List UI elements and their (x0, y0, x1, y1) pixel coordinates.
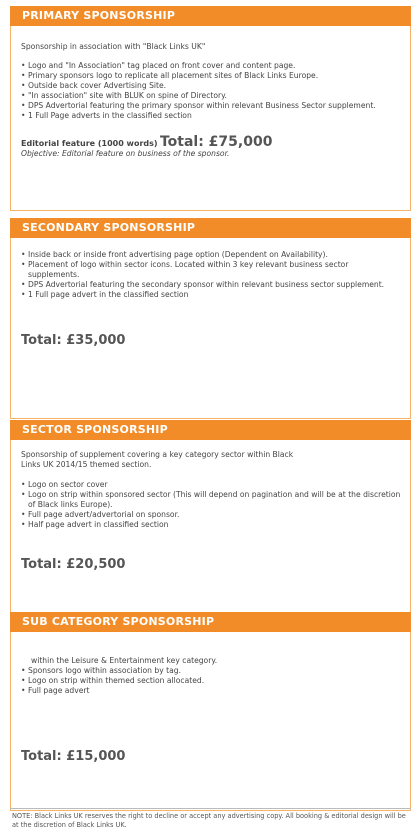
primary-total-row (21, 134, 402, 150)
sector-sponsorship-box (10, 440, 411, 621)
secondary-sponsorship-header: SECONDARY SPONSORSHIP (10, 218, 411, 238)
sector-bullet-list (21, 480, 402, 530)
list-item: • "In association" site with BLUK on spine of Directory. (21, 91, 402, 101)
secondary-sponsorship-box (10, 238, 411, 419)
list-item: • Full page advert/advertorial on sponsor. (21, 510, 402, 520)
footer-divider (10, 808, 411, 809)
list-item: • Full page advert (21, 686, 402, 696)
sector-intro: Sponsorship of supplement covering a key category sector within Black Links UK 2014/15 themed section. (21, 450, 294, 469)
secondary-total: Total: £35,000 (21, 333, 126, 348)
list-item: • Logo on strip within sponsored sector (This will depend on pagination and will be at the discretion of Black links Europe). (21, 490, 402, 510)
list-item: • DPS Advertorial featuring the secondary sponsor within relevant business sector supplement. (21, 280, 402, 290)
editorial-feature-label: Editorial feature (1000 words) (21, 139, 158, 148)
list-item: • Logo and "In Association" tag placed on front cover and content page. (21, 61, 402, 71)
list-item: • DPS Advertorial featuring the primary sponsor within relevant Business Sector supplement. (21, 101, 402, 111)
sector-sponsorship-header: SECTOR SPONSORSHIP (10, 420, 411, 440)
secondary-bullet-list (21, 250, 402, 300)
list-item: • 1 Full page advert in the classified section (21, 290, 402, 300)
primary-sponsorship-header: PRIMARY SPONSORSHIP (10, 6, 411, 26)
list-item: • Logo on sector cover (21, 480, 402, 490)
list-item: • Placement of logo within sector icons. Located within 3 key relevant business sector supplements. (21, 260, 402, 280)
list-item: • Half page advert in classified section (21, 520, 402, 530)
list-item: • Primary sponsors logo to replicate all placement sites of Black Links Europe. (21, 71, 402, 81)
primary-intro: Sponsorship in association with "Black Links UK" (21, 42, 206, 51)
secondary-sponsorship-section (10, 218, 411, 419)
primary-total: Total: £75,000 (159, 134, 273, 150)
subcategory-sponsorship-section (10, 612, 411, 811)
primary-sponsorship-section (10, 6, 411, 211)
sector-total: Total: £20,500 (21, 557, 126, 572)
sector-sponsorship-section (10, 420, 411, 621)
subcategory-total: Total: £15,000 (21, 749, 126, 764)
primary-bullet-list (21, 61, 402, 121)
list-item: • Outside back cover Advertising Site. (21, 81, 402, 91)
list-item: • Inside back or inside front advertising page option (Dependent on Availability). (21, 250, 402, 260)
subcategory-intro: within the Leisure & Entertainment key category. (31, 656, 218, 665)
list-item: • Sponsors logo within association by tag. (21, 666, 402, 676)
subcategory-bullet-list (21, 666, 402, 696)
primary-objective: Objective: Editorial feature on business of the sponsor. (21, 149, 230, 158)
subcategory-sponsorship-header: SUB CATEGORY SPONSORSHIP (10, 612, 411, 632)
footer-note: NOTE: Black Links UK reserves the right to decline or accept any advertising copy. All booking & editorial design will be at the discretion of Black Links UK. (12, 812, 406, 829)
primary-sponsorship-box (10, 26, 411, 211)
list-item: • 1 Full Page adverts in the classified section (21, 111, 402, 121)
subcategory-sponsorship-box (10, 632, 411, 811)
list-item: • Logo on strip within themed section allocated. (21, 676, 402, 686)
